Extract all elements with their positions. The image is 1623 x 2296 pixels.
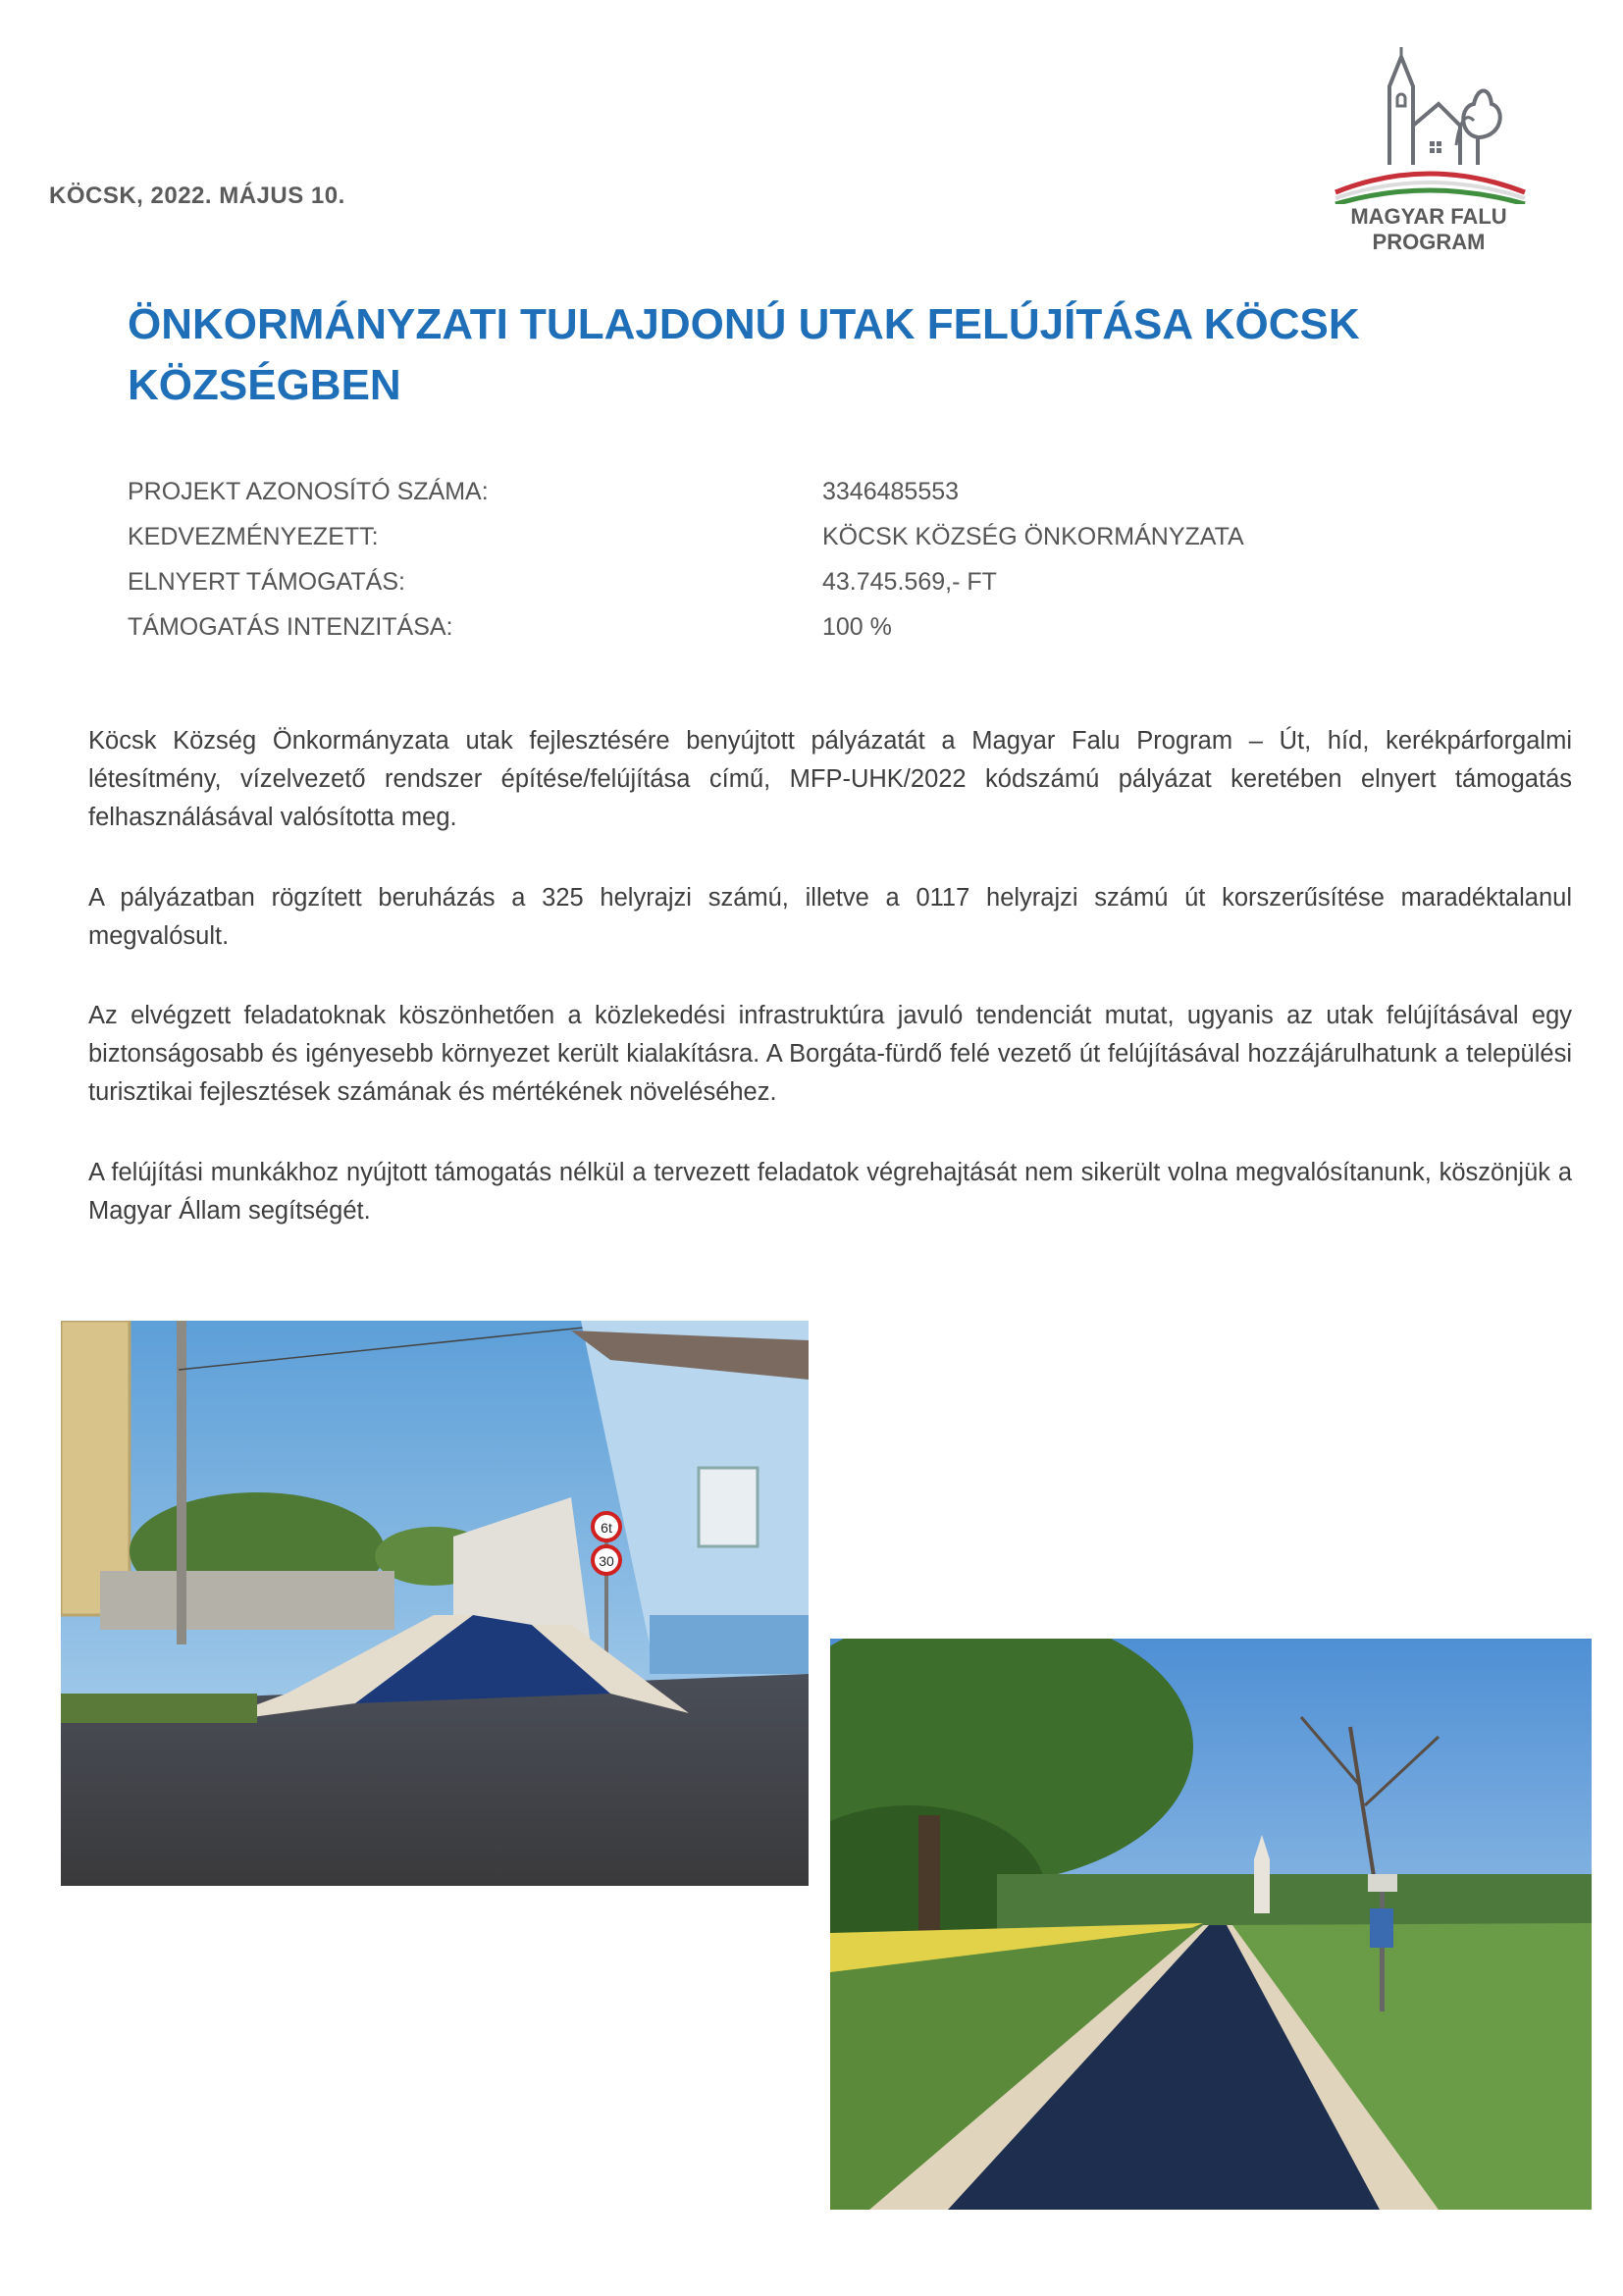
magyar-falu-program-logo [1331,47,1527,258]
church-house-tree-logo-icon [1331,47,1527,204]
project-info-table [128,469,1403,650]
paragraph-3: Az elvégzett feladatoknak köszönhetően a közlekedési infrastruktúra javuló tendenciát mutat, ugyanis az utak felújításával egy biztonságosabb és igényesebb környezet került kialakításra. A Borgáta-fürdő felé vezető út felújításával hozzájárulhatunk a települési turisztikai fejlesztések számának és mértékének növeléséhez. [88,1002,1572,1106]
info-row-intensity [128,604,1403,650]
title-line1: ÖNKORMÁNYZATI TULAJDONÚ UTAK FELÚJÍTÁSA KÖCSK [128,300,1360,348]
info-value: 100 % [822,612,892,641]
info-row-project-id [128,469,1403,514]
page-title [128,294,1403,416]
info-label: PROJEKT AZONOSÍTÓ SZÁMA: [128,477,489,505]
info-row-grant [128,559,1403,604]
paragraph-4: A felújítási munkákhoz nyújtott támogatás nélkül a tervezett feladatok végrehajtását nem sikerült volna megvalósítanunk, köszönjük a Magyar Állam segítségét. [88,1159,1572,1225]
sign-speed-limit: 30 [599,1553,614,1569]
photo-right-road [830,1639,1592,2210]
info-value: KÖCSK KÖZSÉG ÖNKORMÁNYZATA [822,522,1244,550]
sign-weight-limit: 6t [601,1520,612,1536]
paragraph-2: A pályázatban rögzített beruházás a 325 helyrajzi számú, illetve a 0117 helyrajzi számú út korszerűsítése maradéktalanul megvalósult. [88,884,1572,950]
paragraph-1: Köcsk Község Önkormányzata utak fejlesztésére benyújtott pályázatát a Magyar Falu Program – Út, híd, kerékpárforgalmi létesítmény, vízelvezető rendszer építése/felújítása című, MFP-UHK/2022 kódszámú pályázat keretében elnyert támogatás felhasználásával valósította meg. [88,727,1572,831]
info-label: KEDVEZMÉNYEZETT: [128,522,379,550]
info-label: TÁMOGATÁS INTENZITÁSA: [128,612,453,641]
info-label: ELNYERT TÁMOGATÁS: [128,567,405,596]
photo-left-street [61,1321,809,1886]
date-line: KÖCSK, 2022. MÁJUS 10. [49,183,345,209]
title-line2: KÖZSÉGBEN [128,361,401,409]
info-value: 43.745.569,- FT [822,567,997,596]
logo-text-line1: MAGYAR FALU [1350,204,1507,229]
info-row-beneficiary [128,514,1403,559]
logo-text-line2: PROGRAM [1372,230,1486,254]
info-value: 3346485553 [822,477,960,505]
